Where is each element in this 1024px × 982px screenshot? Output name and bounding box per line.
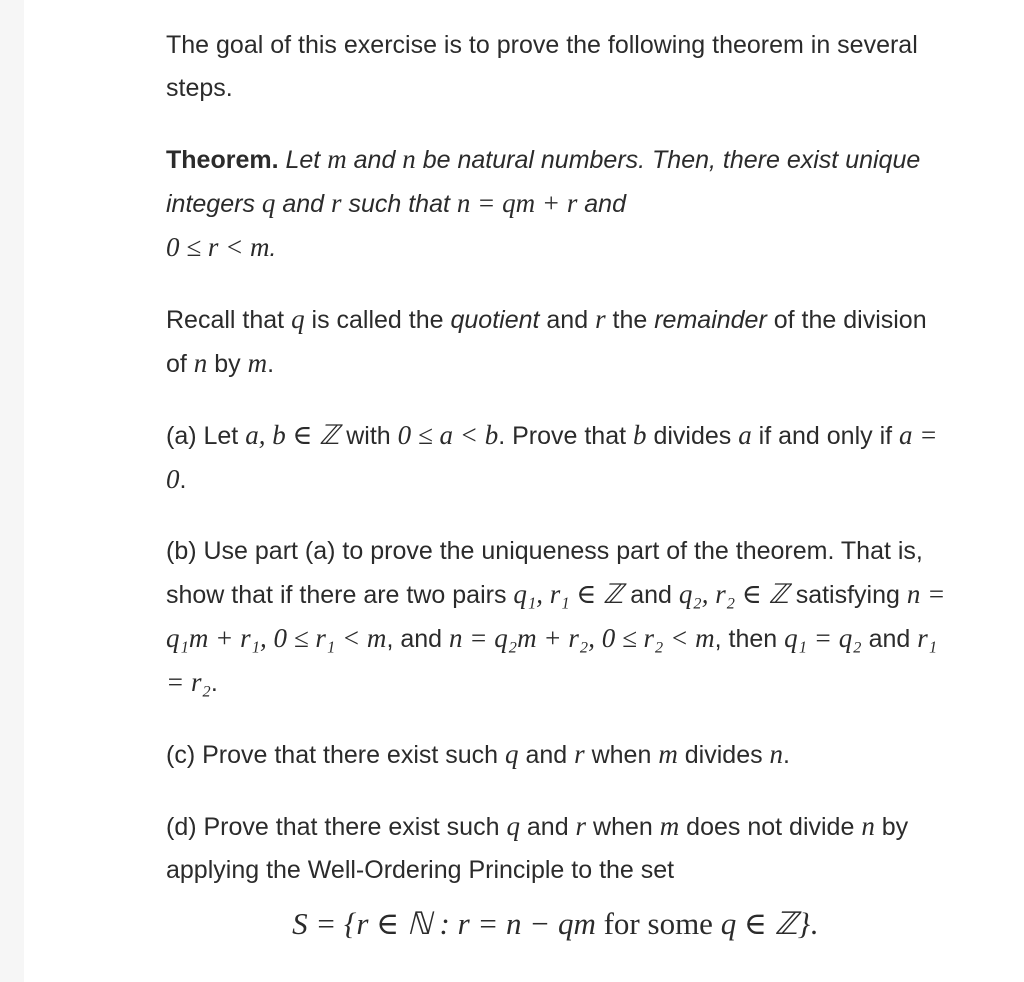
exercise-text — [166, 24, 946, 946]
theorem-label: Theorem. — [166, 146, 279, 174]
intro-paragraph: The goal of this exercise is to prove the following theorem in several steps. — [166, 31, 918, 102]
remainder-term: remainder — [654, 306, 767, 334]
theorem-paragraph — [166, 138, 946, 270]
theorem-inequality: 0 ≤ r < m — [166, 232, 270, 262]
set-definition-formula: S = {r ∈ ℕ : r = n − qm for some q ∈ ℤ}. — [292, 906, 818, 941]
part-c-paragraph: (c) Prove that there exist such q and r when m divides n. — [166, 739, 790, 769]
part-b-paragraph: (b) Use part (a) to prove the uniqueness part of the theorem. That is, show that if there are two pairs q₁, r₁ ∈ ℤ and q₂, r₂ ∈ ℤ satisfying n = q₁m + r₁, 0 ≤ r₁ < m, and n = q₂m + r₂, 0 ≤ r₂ < m, then q₁ = q₂ and r₁ = r₂. — [166, 537, 946, 697]
theorem-statement: Let m and n be natural numbers. Then, there exist unique integers q and r such that n = qm + r and 0 ≤ r < m. — [166, 144, 921, 262]
part-d-paragraph: (d) Prove that there exist such q and r when m does not divide n by applying the Well-Ordering Principle to the set — [166, 811, 909, 884]
part-a-paragraph: (a) Let a, b ∈ ℤ with 0 ≤ a < b. Prove that b divides a if and only if a = 0. — [166, 420, 938, 494]
quotient-term: quotient — [450, 306, 540, 334]
recall-paragraph: Recall that q is called the quotient and r the remainder of the division of n by m. — [166, 304, 927, 378]
document-page — [24, 0, 1024, 982]
